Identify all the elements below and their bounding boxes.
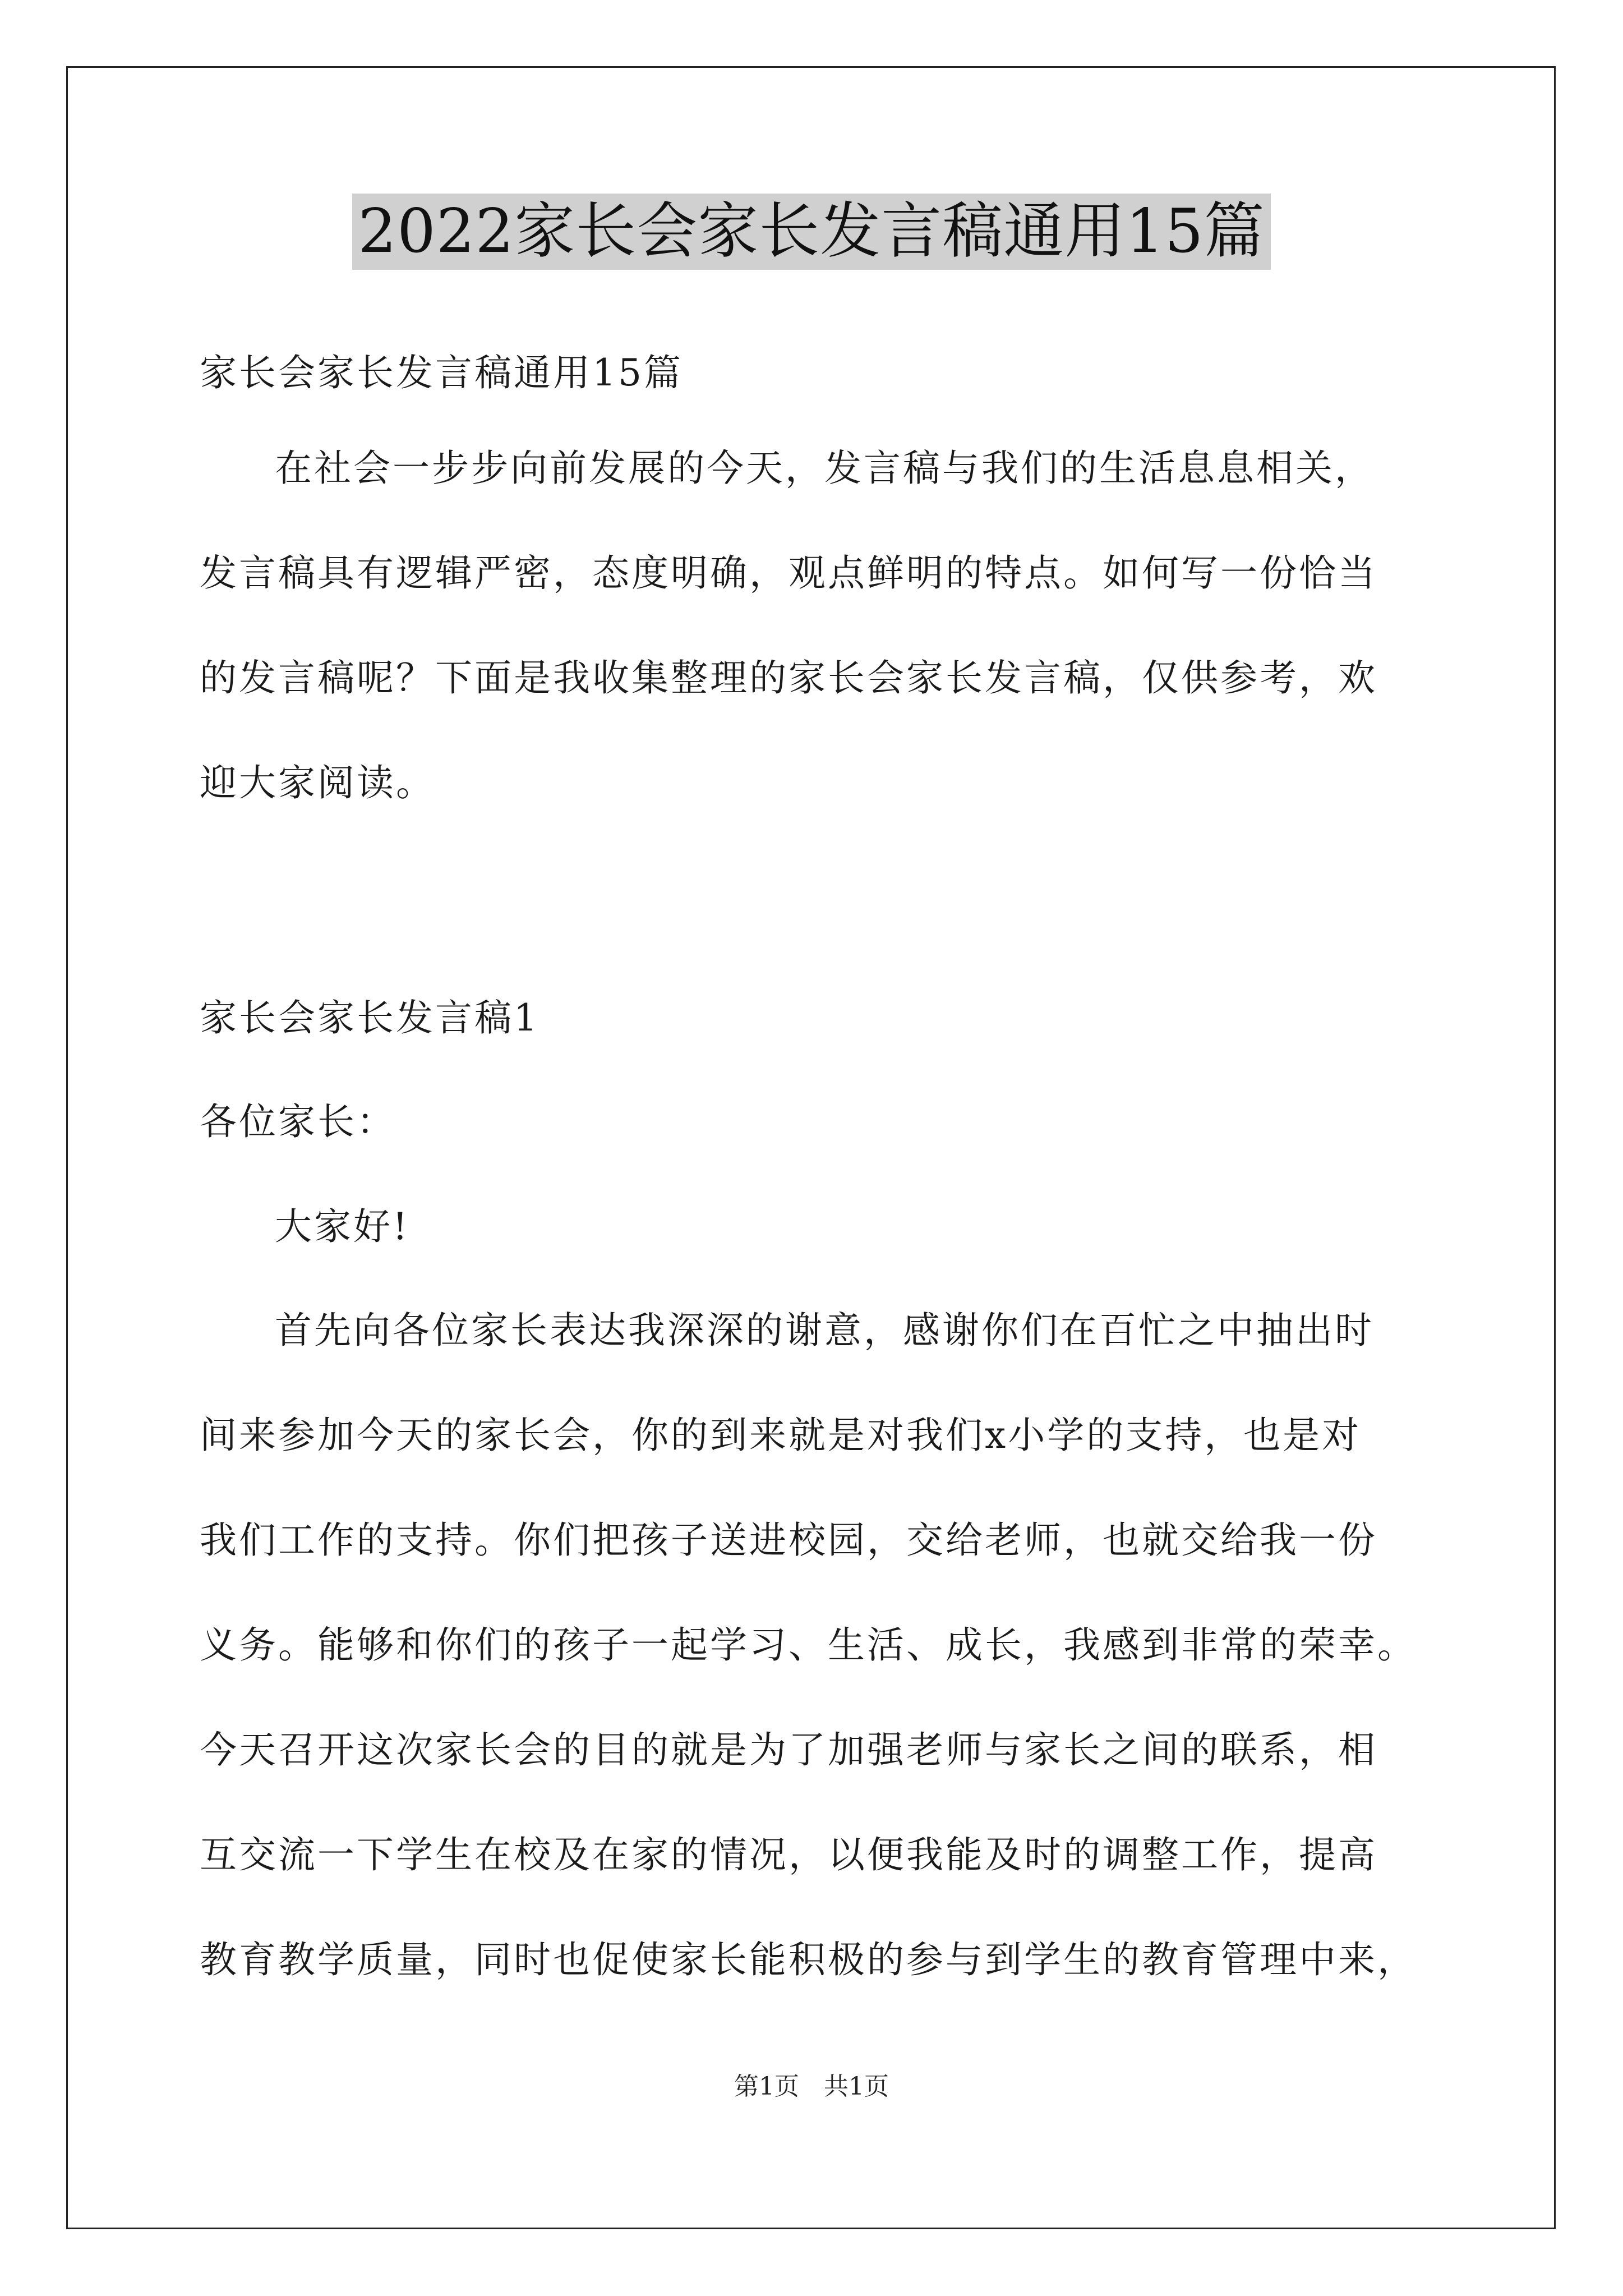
body-line: 首先向各位家长表达我深深的谢意，感谢你们在百忙之中抽出时: [275, 1309, 1374, 1352]
page-footer: 第1页 共1页: [734, 2072, 889, 2101]
salutation: 各位家长：: [200, 1100, 396, 1143]
intro-line: 迎大家阅读。: [200, 761, 435, 804]
document-title: 2022家长会家长发言稿通用15篇: [352, 194, 1270, 270]
body-line: 互交流一下学生在校及在家的情况，以便我能及时的调整工作，提高: [200, 1833, 1377, 1876]
body-line: 今天召开这次家长会的目的就是为了加强老师与家长之间的联系，相: [200, 1728, 1377, 1772]
title-container: [0, 194, 1623, 270]
body-line: 义务。能够和你们的孩子一起学习、生活、成长，我感到非常的荣幸。: [200, 1623, 1417, 1667]
body-line: 教育教学质量，同时也促使家长能积极的参与到学生的教育管理中来，: [200, 1938, 1417, 1981]
body-line: 我们工作的支持。你们把孩子送进校园，交给老师，也就交给我一份: [200, 1519, 1377, 1562]
intro-line: 发言稿具有逻辑严密，态度明确，观点鲜明的特点。如何写一份恰当: [200, 551, 1377, 595]
subtitle: 家长会家长发言稿通用15篇: [200, 351, 683, 394]
intro-line: 在社会一步步向前发展的今天，发言稿与我们的生活息息相关，: [275, 447, 1374, 490]
greeting: 大家好!: [275, 1205, 410, 1248]
body-line: 间来参加今天的家长会，你的到来就是对我们x小学的支持，也是对: [200, 1414, 1362, 1457]
section-heading: 家长会家长发言稿1: [200, 996, 540, 1039]
intro-line: 的发言稿呢？下面是我收集整理的家长会家长发言稿，仅供参考，欢: [200, 656, 1377, 700]
